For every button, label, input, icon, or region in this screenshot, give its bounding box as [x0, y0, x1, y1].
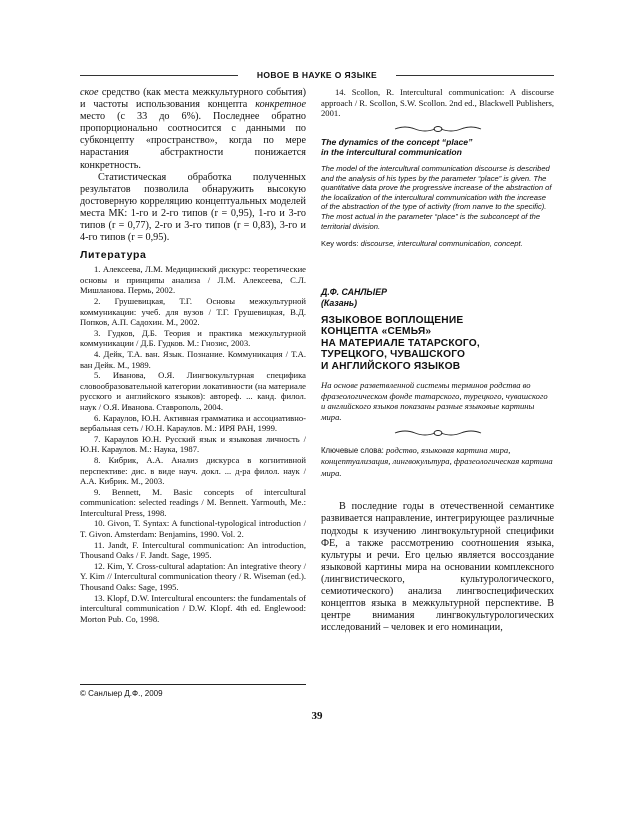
italic-word: ское	[80, 87, 99, 98]
reference-item: 10. Givon, T. Syntax: A functional-typological introduction / T. Givon. Amsterdam: Benjamins, 1990. Vol. 2.	[80, 518, 306, 540]
paragraph-text: средство (как места межкультурного события) и частоты использования концепта	[80, 87, 306, 111]
header-rule-right	[396, 75, 554, 76]
abstract-text: The model of the intercultural communication discourse is described and the analysis of his types by the parameter “place” is given. The quantitative data prove the progressive increase of the abstraction of the localization of the intercultural communication with the increase of the abstraction of the type of activity (from nanve to the specific). The most actual in the parameter “place” is the subconcept of the territorial division.	[321, 163, 552, 231]
copyright-text: © Санлыер Д.Ф., 2009	[80, 689, 163, 698]
keywords-list: родство, языковая картина мира, концептуализация, лингвокультура, фразеологическая картина мира.	[321, 444, 553, 478]
keywords-list: discourse, intercultural communication, concept.	[358, 239, 523, 249]
reference-item: 14. Scollon, R. Intercultural communication: A discourse approach / R. Scollon, S.W. Scollon. 2nd ed., Blackwell Publishers, 2001.	[321, 87, 554, 119]
ornament-icon	[393, 125, 483, 133]
ornament-divider	[321, 125, 554, 133]
article-body-paragraph: В последние годы в отечественной семантике развивается направление, интегрирующее различные подходы к изучению лингвокультурной специфики ФЕ, а также рассмотрению соотношения языка, культуры и речи. Его целью является воссоздание языковой картины мира на основании комплексного (лингвистического, культурологического, семиотического) анализа лингвоспецифических концептов языка в межкультурной перспективе. В центре внимания лингвокультурологических исследований – человек и его номинации,	[321, 501, 554, 634]
running-header	[80, 69, 554, 81]
reference-item: 13. Klopf, D.W. Intercultural encounters: the fundamentals of intercultural communication / D.W. Klopf. 4th ed. Englewood: Morton Pub. Co, 1998.	[80, 592, 306, 624]
ornament-divider	[321, 429, 554, 437]
references-heading: Литература	[80, 249, 147, 262]
reference-item: 6. Караулов, Ю.Н. Активная грамматика и ассоциативно-вербальная сеть / Ю.Н. Караулов. М.: ИРЯ РАН, 1999.	[80, 412, 306, 434]
author-city: (Казань)	[321, 297, 358, 308]
continued-paragraph	[80, 87, 306, 172]
right-column	[321, 87, 554, 634]
header-title: НОВОЕ В НАУКЕ О ЯЗЫКЕ	[256, 70, 378, 80]
ornament-icon	[393, 429, 483, 437]
article-title	[321, 315, 554, 373]
article-author	[321, 287, 554, 309]
keywords-label: Ключевые слова:	[321, 445, 384, 455]
footnote-rule	[80, 684, 306, 685]
italic-word: конкретное	[255, 99, 306, 111]
reference-item: 2. Грушевицкая, Т.Г. Основы межкультурной коммуникации: учеб. для вузов / Т.Г. Грушевицкая, В.Д. Попков, А.П. Садохин. М., 2002.	[80, 296, 306, 328]
article-title-line: НА МАТЕРИАЛЕ ТАТАРСКОГО,	[321, 337, 480, 349]
reference-item: 12. Kim, Y. Cross-cultural adaptation: An integrative theory / Y. Kim // Intercultural communication theory / R. Wiseman (ed.). Thousand Oaks: Sage, 1995.	[80, 560, 306, 593]
references-list	[80, 264, 306, 624]
reference-item: 1. Алексеева, Л.М. Медицинский дискурс: теоретические основы и принципы анализа / Л.М. Алексеева, С.Л. Мишланова. Пермь, 2002.	[80, 264, 306, 296]
abstract-title-line: in the intercultural communication	[321, 147, 462, 158]
reference-item: 4. Дейк, Т.А. ван. Язык. Познание. Коммуникация / Т.А. ван Дейк. М., 1989.	[80, 348, 306, 370]
left-column	[80, 87, 306, 624]
copyright-footnote	[80, 684, 306, 699]
page-number: 39	[311, 710, 323, 722]
article-keywords	[321, 445, 554, 480]
keywords-label: Key words:	[321, 239, 359, 249]
abstract-title	[321, 137, 554, 158]
reference-item: 5. Иванова, О.Я. Лингвокультурная специфика словообразовательной категории локативности (на материале русского и английского языков): автореф. ... канд. филол. наук / О.Я. Иванова. Ставрополь, 2004.	[80, 370, 306, 412]
statistics-paragraph: Статистическая обработка полученных результатов позволила обнаружить высокую достоверную корреляцию концептуальных моделей места МК: 1-го и 2-го типов (r = 0,95), 1-го и 3-го типов (r = 0,77), 2-го и 3-го типов (r = 0,83), 3-го и 4-го типов (r = 0,95).	[80, 171, 306, 244]
reference-item: 8. Кибрик, А.А. Анализ дискурса в когнитивной перспективе: дис. в виде науч. докл. ... д-ра филол. наук / А.А. Кибрик. М., 2003.	[80, 454, 306, 487]
article-title-line: И АНГЛИЙСКОГО ЯЗЫКОВ	[321, 360, 461, 372]
article-title-line: ЯЗЫКОВОЕ ВОПЛОЩЕНИЕ	[321, 314, 464, 326]
article-title-line: ТУРЕЦКОГО, ЧУВАШСКОГО	[321, 349, 466, 361]
paragraph-text: место (с 33 до 6%). Последнее обратно пропорционально соотносится с данными по субконцепту «пространство», когда по мере нарастания абстрактности понижается конкретность.	[80, 111, 306, 171]
article-title-line: КОНЦЕПТА «СЕМЬЯ»	[321, 326, 432, 338]
article-abstract: На основе разветвленной системы терминов родства во фразеологическом фонде татарского, турецкого, чувашского и английского языков показаны разные языковые картины мира.	[321, 380, 548, 422]
reference-item: 9. Bennett, M. Basic concepts of intercultural communication: selected readings / M. Bennett. Yarmouth, Me.: Intercultural Press, 1998.	[80, 486, 306, 518]
keywords	[321, 239, 554, 249]
abstract-title-line: The dynamics of the concept “place”	[321, 136, 473, 147]
reference-item: 3. Гудков, Д.Б. Теория и практика межкультурной коммуникации / Д.Б. Гудков. М.: Гнозис, 2003.	[80, 327, 306, 349]
reference-item: 7. Караулов Ю.Н. Русский язык и языковая личность / Ю.Н. Караулов. М.: Наука, 1987.	[80, 433, 306, 455]
author-name: Д.Ф. САНЛЫЕР	[321, 286, 387, 297]
reference-item: 11. Jandt, F. Intercultural communication: An introduction, Thousand Oaks / F. Jandt. Sage, 1995.	[80, 539, 306, 561]
